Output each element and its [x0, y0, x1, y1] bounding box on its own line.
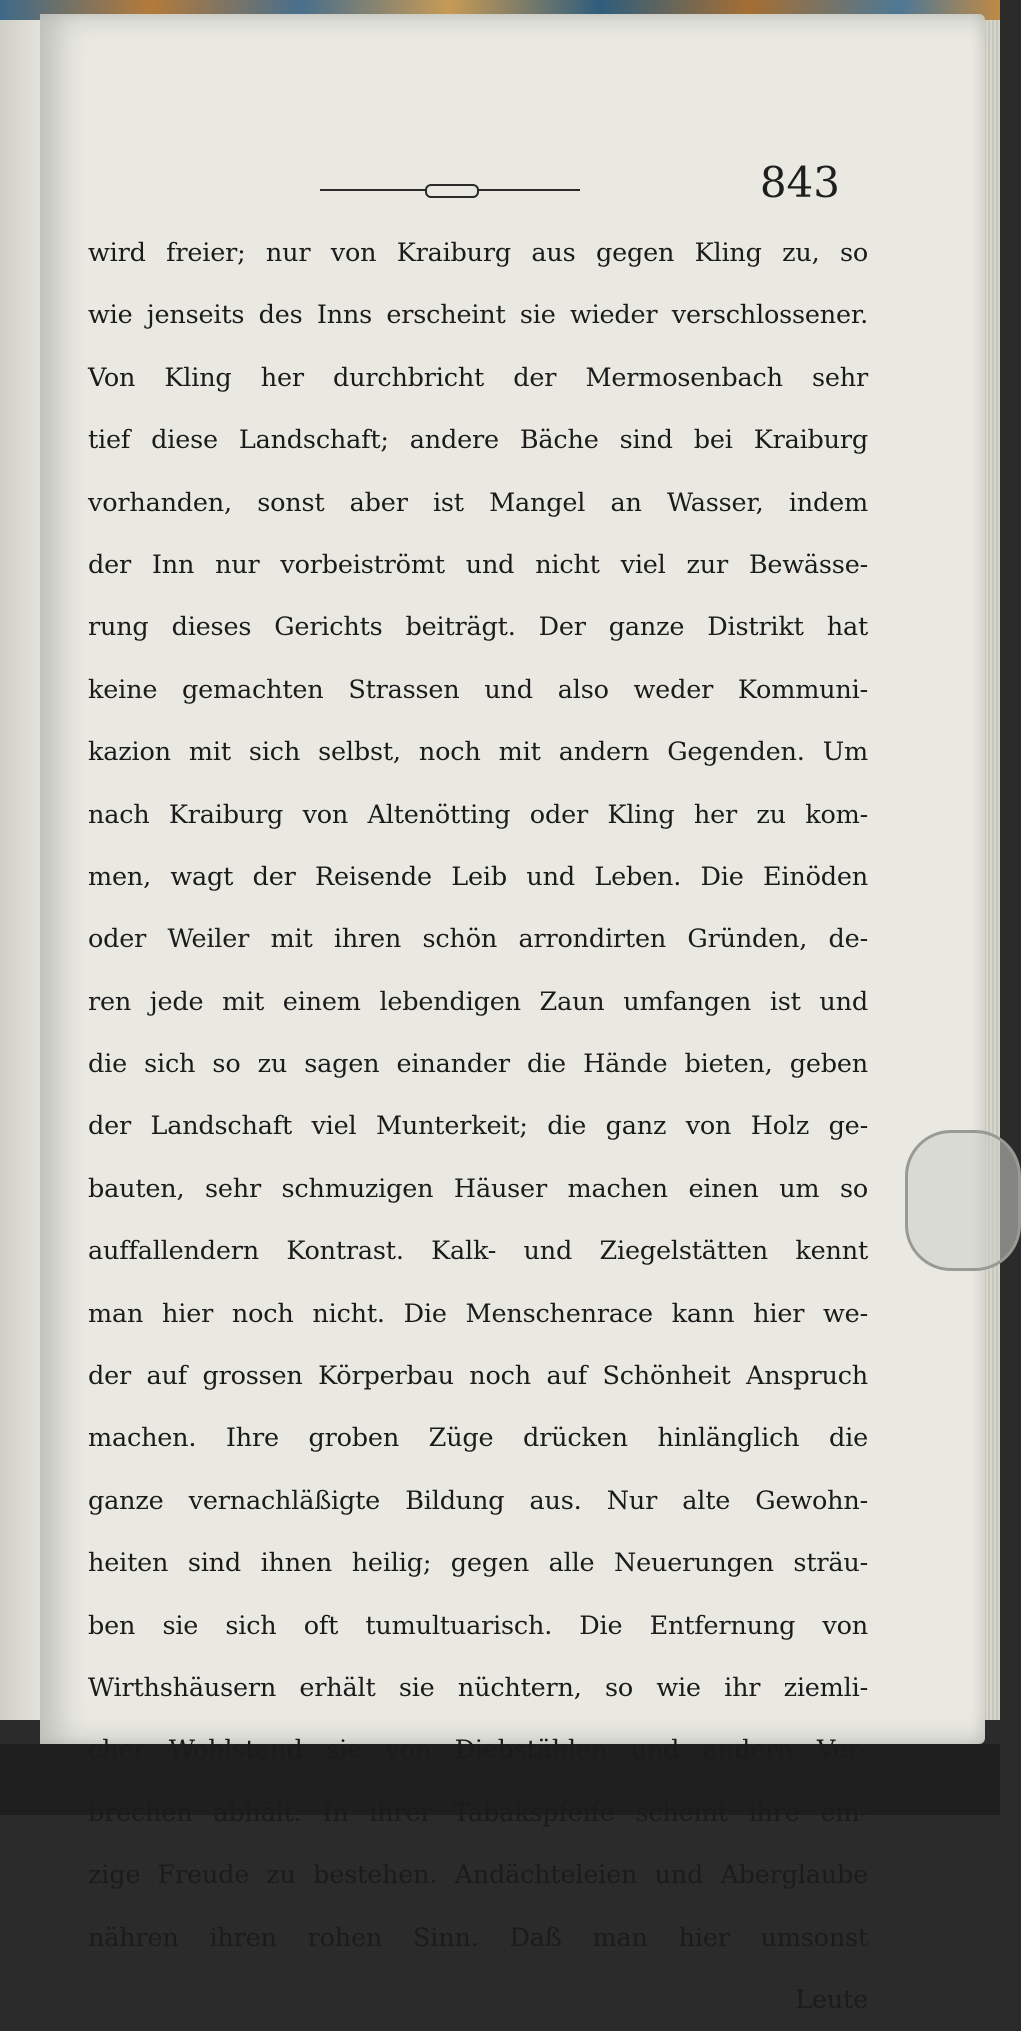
text-line: kazion mit sich selbst, noch mit andern Gegenden. Um — [88, 737, 868, 768]
text-line: ren jede mit einem lebendigen Zaun umfangen ist und — [88, 986, 868, 1017]
text-line: auffallendern Kontrast. Kalk- und Ziegelstätten kennt — [88, 1236, 868, 1267]
page-header — [300, 158, 860, 228]
page-body-text — [88, 222, 868, 2031]
text-line: keine gemachten Strassen und also weder Kommuni- — [88, 674, 868, 705]
text-line: die sich so zu sagen einander die Hände bieten, geben — [88, 1049, 868, 1080]
page-number: 843 — [759, 158, 840, 207]
text-line: der auf grossen Körperbau noch auf Schönheit Anspruch — [88, 1361, 868, 1392]
header-ornament — [320, 186, 580, 194]
text-line: nach Kraiburg von Altenötting oder Kling her zu kom- — [88, 799, 868, 830]
text-line: nähren ihren rohen Sinn. Daß man hier umsonst — [88, 1922, 868, 1953]
text-line: brechen abhält. In ihrer Tabakspfeife scheint ihre ein- — [88, 1797, 868, 1828]
text-line: machen. Ihre groben Züge drücken hinlänglich die — [88, 1423, 868, 1454]
text-line: tief diese Landschaft; andere Bäche sind bei Kraiburg — [88, 425, 868, 456]
text-line: heiten sind ihnen heilig; gegen alle Neuerungen sträu- — [88, 1548, 868, 1579]
page-clip — [905, 1130, 1021, 1271]
text-line: vorhanden, sonst aber ist Mangel an Wasser, indem — [88, 487, 868, 518]
text-line: oder Weiler mit ihren schön arrondirten Gründen, de- — [88, 924, 868, 955]
text-line: rung dieses Gerichts beiträgt. Der ganze Distrikt hat — [88, 612, 868, 643]
text-line: der Landschaft viel Munterkeit; die ganz von Holz ge- — [88, 1111, 868, 1142]
text-line: bauten, sehr schmuzigen Häuser machen einen um so — [88, 1173, 868, 1204]
text-line: wird freier; nur von Kraiburg aus gegen Kling zu, so — [88, 238, 868, 268]
text-line: man hier noch nicht. Die Menschenrace kann hier we- — [88, 1298, 868, 1329]
text-line: cher Wohlstand sie von Diebstählen und andern Ver- — [88, 1735, 868, 1766]
text-line: ben sie sich oft tumultuarisch. Die Entfernung von — [88, 1610, 868, 1641]
text-line: zige Freude zu bestehen. Andächteleien und Aberglaube — [88, 1860, 868, 1891]
text-line: ganze vernachläßigte Bildung aus. Nur alte Gewohn- — [88, 1485, 868, 1516]
text-line: wie jenseits des Inns erscheint sie wieder verschlossener. — [88, 300, 868, 331]
text-line: der Inn nur vorbeiströmt und nicht viel zur Bewässe- — [88, 549, 868, 580]
text-line: men, wagt der Reisende Leib und Leben. Die Einöden — [88, 861, 868, 892]
text-line: Wirthshäusern erhält sie nüchtern, so wie ihr ziemli- — [88, 1672, 868, 1703]
text-line: Von Kling her durchbricht der Mermosenbach sehr — [88, 362, 868, 393]
text-line: Leute — [795, 1984, 868, 2015]
